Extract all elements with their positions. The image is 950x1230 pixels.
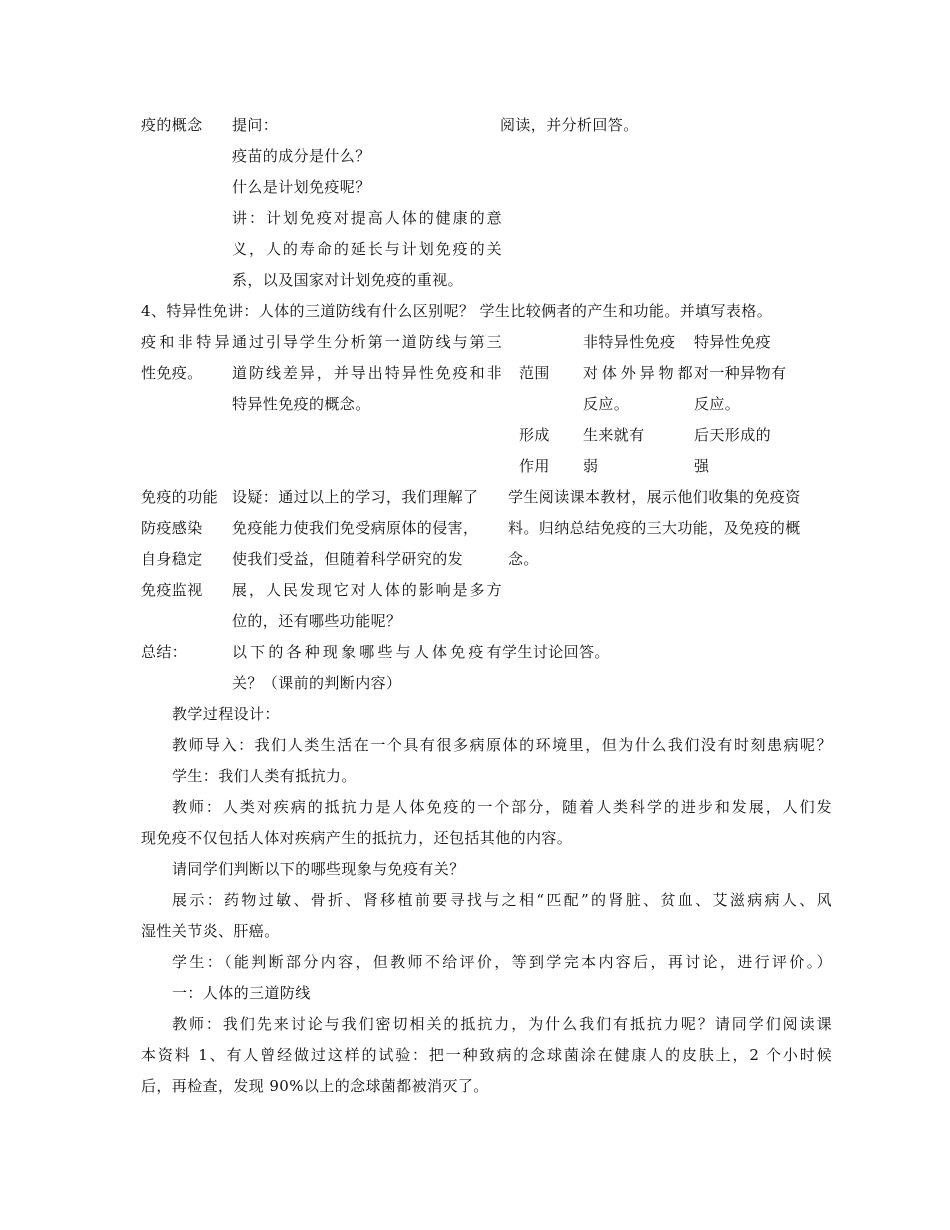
paragraph-line: 本资料 1、有人曾经做过这样的试验：把一种致病的念球菌涂在健康人的皮肤上，2 个小时候 [141, 1046, 832, 1064]
section-heading: 教学过程设计： [172, 705, 280, 723]
teacher-text: 免疫能力使我们免受病原体的侵害， [232, 519, 479, 537]
teacher-text: 疫苗的成分是什么？ [232, 147, 371, 165]
table-row-label: 范围 [519, 364, 550, 382]
topic-label: 疫的概念 [141, 116, 203, 134]
paragraph-line: 湿性关节炎、肝癌。 [141, 922, 280, 940]
section-line: 4、特异性免讲：人体的三道防线有什么区别呢？ 学生比较俩者的产生和功能。并填写表格。 [141, 302, 773, 320]
table-row-label: 形成 [519, 426, 550, 444]
student-text: 学生讨论回答。 [502, 643, 610, 661]
student-text: 念。 [508, 550, 539, 568]
topic-label: 自身稳定 [141, 550, 203, 568]
student-text: 料。归纳总结免疫的三大功能，及免疫的概 [508, 519, 801, 537]
topic-label: 防疫感染 [141, 519, 203, 537]
paragraph-line: 展示：药物过敏、骨折、肾移植前要寻找与之相“匹配”的肾脏、贫血、艾滋病病人、风 [172, 891, 832, 909]
table-header: 非特异性免疫 [583, 333, 676, 351]
teacher-text: 义，人的寿命的延长与计划免疫的关 [232, 240, 502, 258]
paragraph-line: 请同学们判断以下的哪些现象与免疫有关？ [172, 860, 465, 878]
table-cell: 对一种异物有 [694, 364, 787, 382]
table-cell: 对体外异物都 [583, 364, 693, 382]
table-row-label: 作用 [519, 457, 550, 475]
student-text: 阅读，并分析回答。 [500, 116, 639, 134]
paragraph-line: 教师：我们先来讨论与我们密切相关的抵抗力，为什么我们有抵抗力呢？请同学们阅读课 [172, 1015, 832, 1033]
paragraph-line: 一：人体的三道防线 [172, 984, 311, 1002]
teacher-text: 位的，还有哪些功能呢？ [232, 612, 402, 630]
table-cell: 反应。 [694, 395, 741, 413]
teacher-text: 设疑：通过以上的学习，我们理解了 [232, 488, 479, 506]
table-cell: 强 [694, 457, 710, 475]
teacher-text: 使我们受益，但随着科学研究的发 [232, 550, 464, 568]
teacher-text: 讲：计划免疫对提高人体的健康的意 [232, 209, 502, 227]
teacher-text: 以下的各种现象哪些与人体免疫有 [232, 643, 502, 661]
teacher-text: 系，以及国家对计划免疫的重视。 [232, 271, 464, 289]
table-cell: 反应。 [583, 395, 630, 413]
topic-label: 疫和非特异 [141, 333, 230, 351]
paragraph-line: 现免疫不仅包括人体对疾病产生的抵抗力，还包括其他的内容。 [141, 829, 573, 847]
table-cell: 后天形成的 [694, 426, 772, 444]
topic-label: 性免疫。 [141, 364, 203, 382]
topic-label: 免疫的功能 [141, 488, 219, 506]
student-text: 学生阅读课本教材，展示他们收集的免疫资 [508, 488, 801, 506]
table-cell: 弱 [583, 457, 599, 475]
teacher-text: 道防线差异，并导出特异性免疫和非 [232, 364, 502, 382]
paragraph-line: 学生：我们人类有抵抗力。 [172, 767, 357, 785]
paragraph-line: 后，再检查，发现 90%以上的念球菌都被消灭了。 [141, 1077, 489, 1095]
summary-label: 总结： [141, 643, 188, 661]
paragraph-line: 教师：人类对疾病的抵抗力是人体免疫的一个部分，随着人类科学的进步和发展，人们发 [172, 798, 832, 816]
teacher-text: 什么是计划免疫呢？ [232, 178, 371, 196]
teacher-text: 特异性免疫的概念。 [232, 395, 371, 413]
teacher-text: 提问： [232, 116, 279, 134]
teacher-text: 关？（课前的判断内容） [232, 674, 402, 692]
paragraph-line: 学生：（能判断部分内容，但教师不给评价，等到学完本内容后，再讨论，进行评价。） [172, 953, 832, 971]
table-header: 特异性免疫 [694, 333, 772, 351]
teacher-text: 展，人民发现它对人体的影响是多方 [232, 581, 502, 599]
paragraph-line: 教师导入：我们人类生活在一个具有很多病原体的环境里，但为什么我们没有时刻患病呢？ [172, 736, 832, 754]
table-cell: 生来就有 [583, 426, 645, 444]
teacher-text: 通过引导学生分析第一道防线与第三 [232, 333, 502, 351]
topic-label: 免疫监视 [141, 581, 203, 599]
